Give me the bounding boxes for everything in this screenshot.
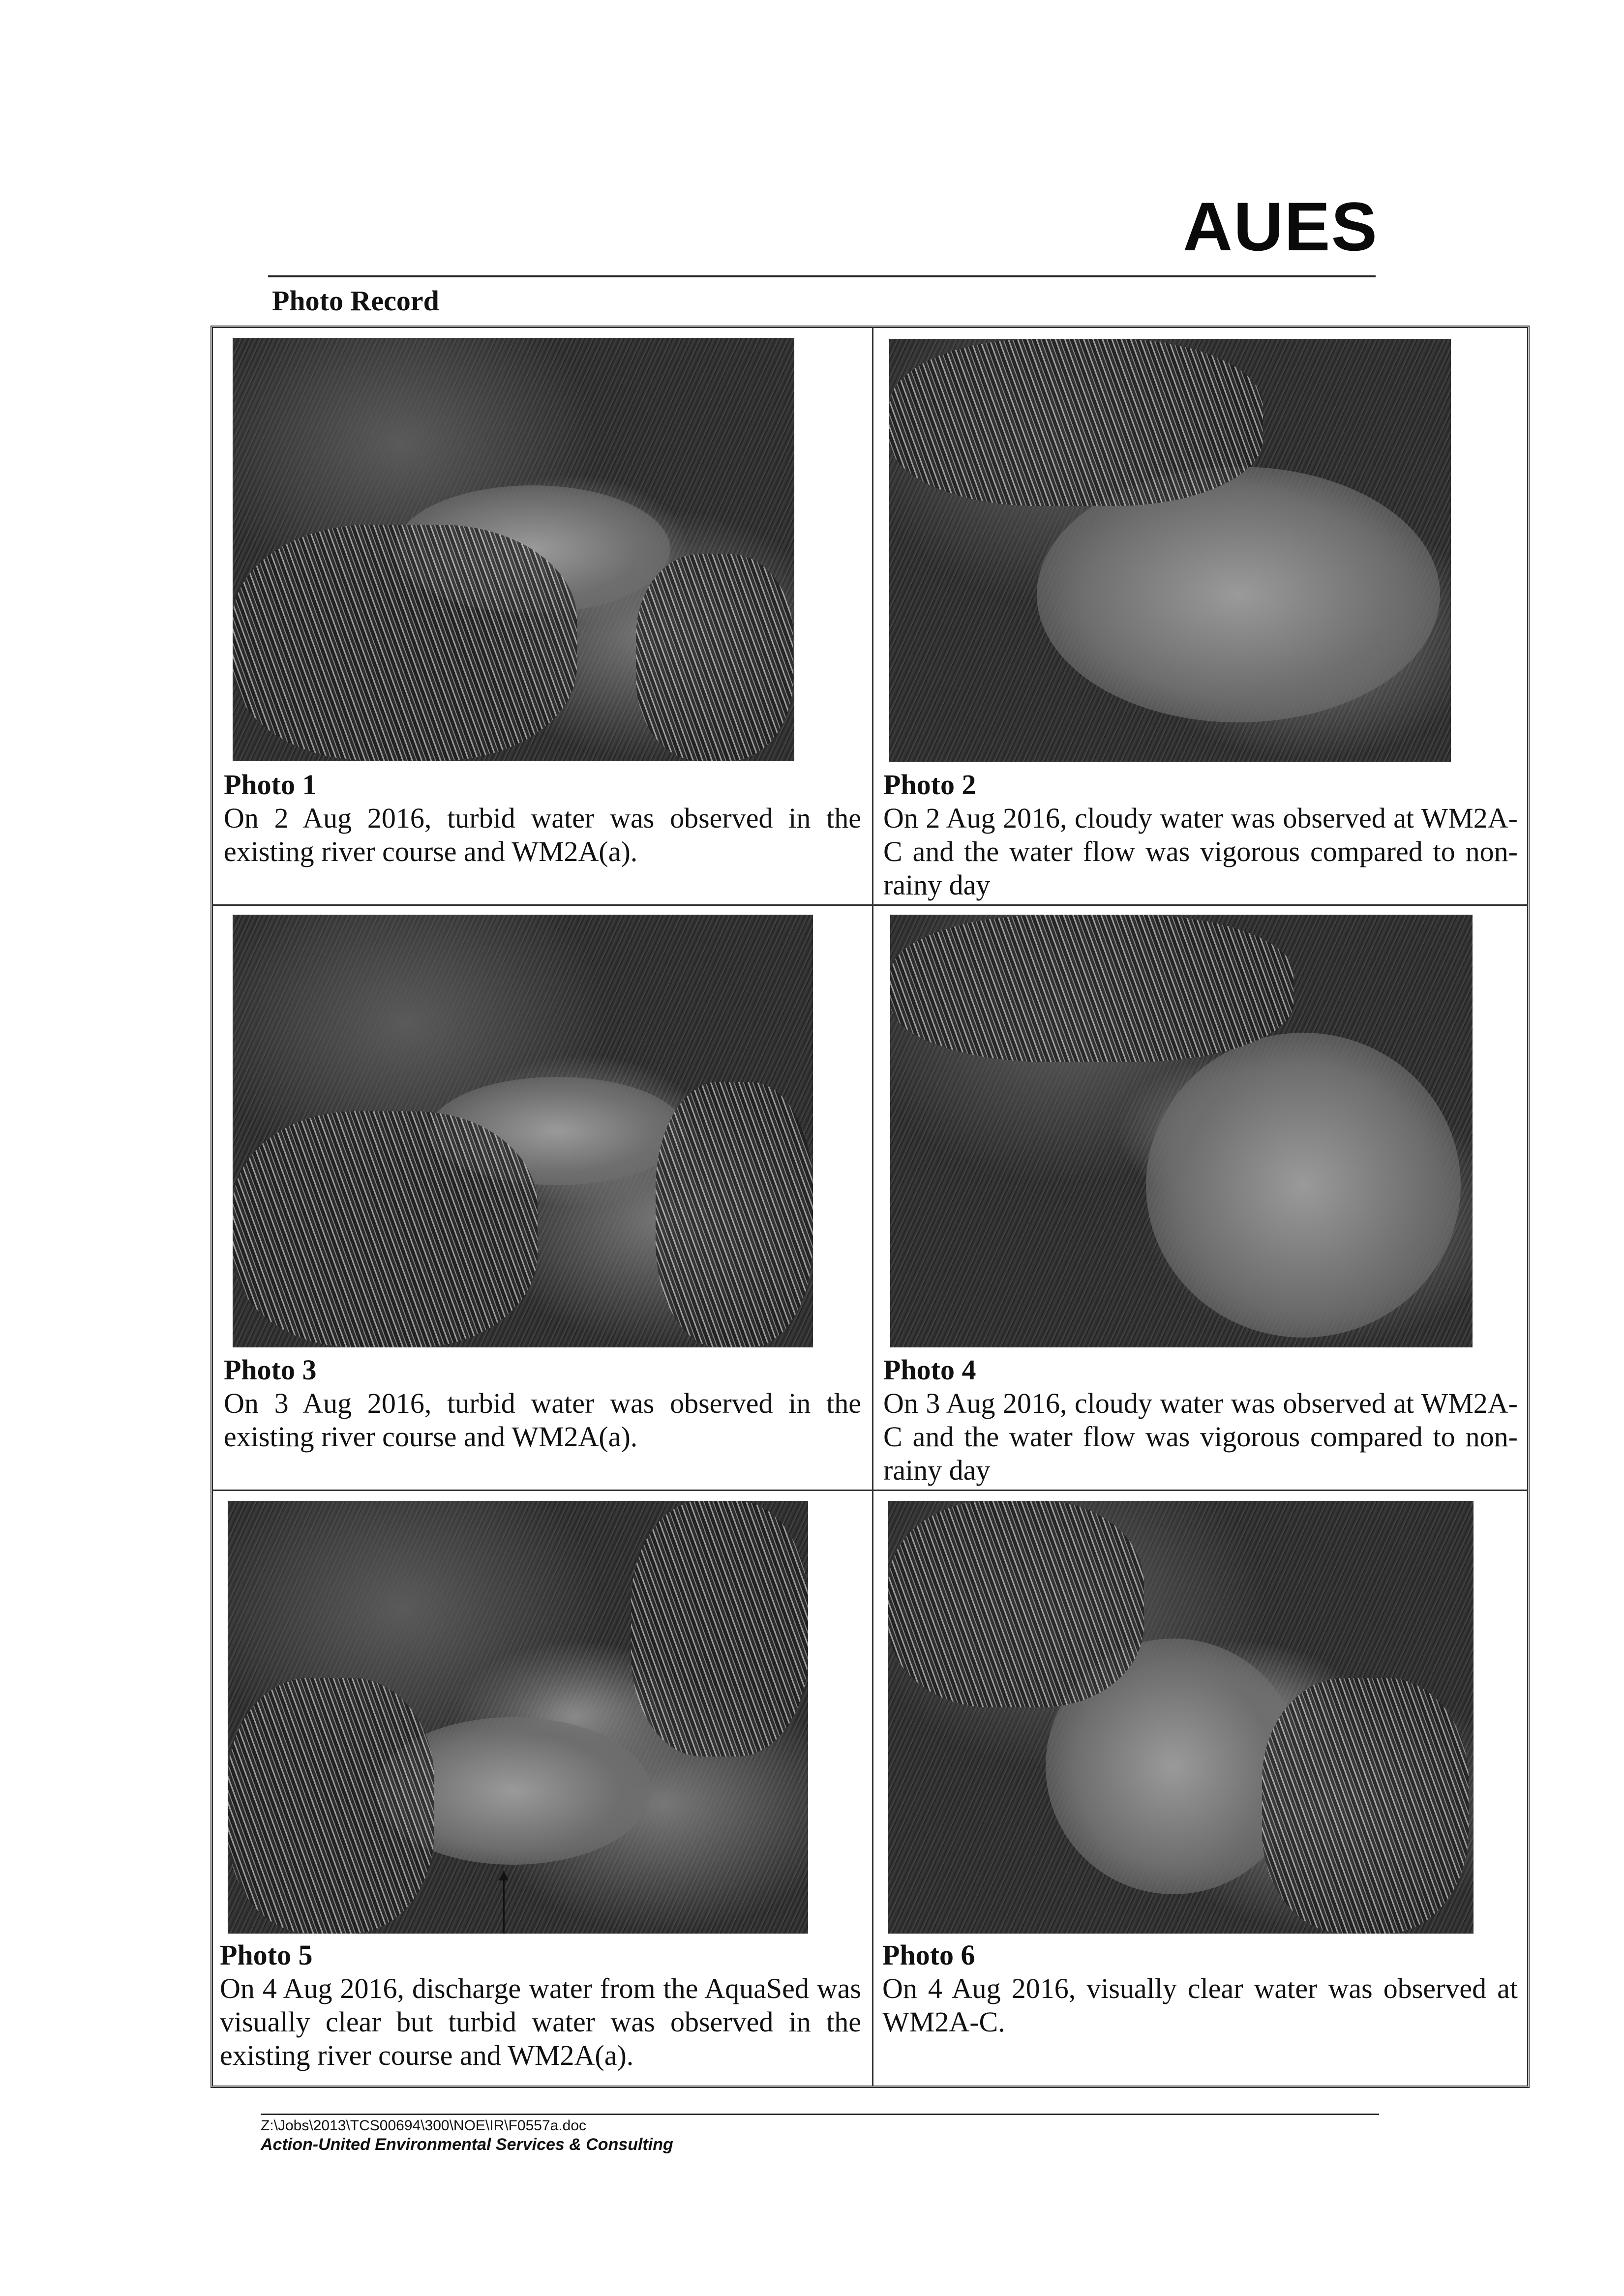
photo-1-caption [224,768,861,868]
photo-1-label: Photo 1 [224,769,317,801]
discharge-arrow [503,1875,505,1934]
bank-foliage [1262,1678,1469,1934]
photo-2-caption [883,768,1518,902]
photo-3-image [233,915,813,1347]
photo-4-description: On 3 Aug 2016, cloudy water was observed at WM2A-C and the water flow was vigorous compared to non-rainy day [883,1387,1518,1486]
photo-3-label: Photo 3 [224,1354,317,1386]
photo-4-label: Photo 4 [883,1354,976,1386]
photo-6-caption [882,1938,1518,2039]
river-water [1146,1033,1461,1338]
photo-2-description: On 2 Aug 2016, cloudy water was observed at WM2A-C and the water flow was vigorous compared to non-rainy day [883,802,1518,901]
page-title: Photo Record [272,285,439,317]
photo-5-image [228,1501,808,1934]
grass-foliage [233,525,577,761]
photo-4-image [890,915,1473,1347]
photo-4-caption [883,1353,1518,1487]
photo-cell-6 [873,1491,1527,2086]
photo-6-description: On 4 Aug 2016, visually clear water was observed at WM2A-C. [882,1972,1518,2038]
bank-foliage [890,915,1293,1062]
shrub-foliage [636,554,793,761]
photo-cell-4 [873,906,1527,1490]
photo-cell-3 [213,906,872,1490]
photo-3-caption [224,1353,861,1454]
photo-cell-2 [873,328,1527,904]
tree-foliage [888,1501,1144,1707]
photo-1-description: On 2 Aug 2016, turbid water was observed in the existing river course and WM2A(a). [224,802,861,867]
photo-cell-5 [213,1491,872,2086]
bank-foliage [889,339,1263,506]
grass-foliage [228,1678,434,1934]
footer-file-path: Z:\Jobs\2013\TCS00694\300\NOE\IR\F0557a.doc [261,2117,587,2134]
photo-3-description: On 3 Aug 2016, turbid water was observed in the existing river course and WM2A(a). [224,1387,861,1453]
photo-6-image [888,1501,1474,1934]
footer-company-name: Action-United Environmental Services & Consulting [261,2135,673,2154]
photo-5-caption [220,1938,861,2072]
photo-cell-1 [213,328,872,904]
photo-1-image [233,338,794,761]
leaf-foliage [631,1501,808,1757]
header-divider [268,275,1376,277]
photo-2-label: Photo 2 [883,769,976,801]
aues-logo [1183,187,1378,267]
photo-5-description: On 4 Aug 2016, discharge water from the AquaSed was visually clear but turbid water was observed in the existing river course and WM2A(a). [220,1972,861,2071]
shrub-foliage [656,1082,813,1347]
grass-foliage [233,1111,538,1347]
photo-6-label: Photo 6 [882,1939,975,1971]
photo-2-image [889,339,1451,762]
photo-5-label: Photo 5 [220,1939,313,1971]
footer-divider [261,2114,1379,2115]
logo-text: AUES [1183,188,1378,265]
photo-record-table [211,326,1530,2088]
